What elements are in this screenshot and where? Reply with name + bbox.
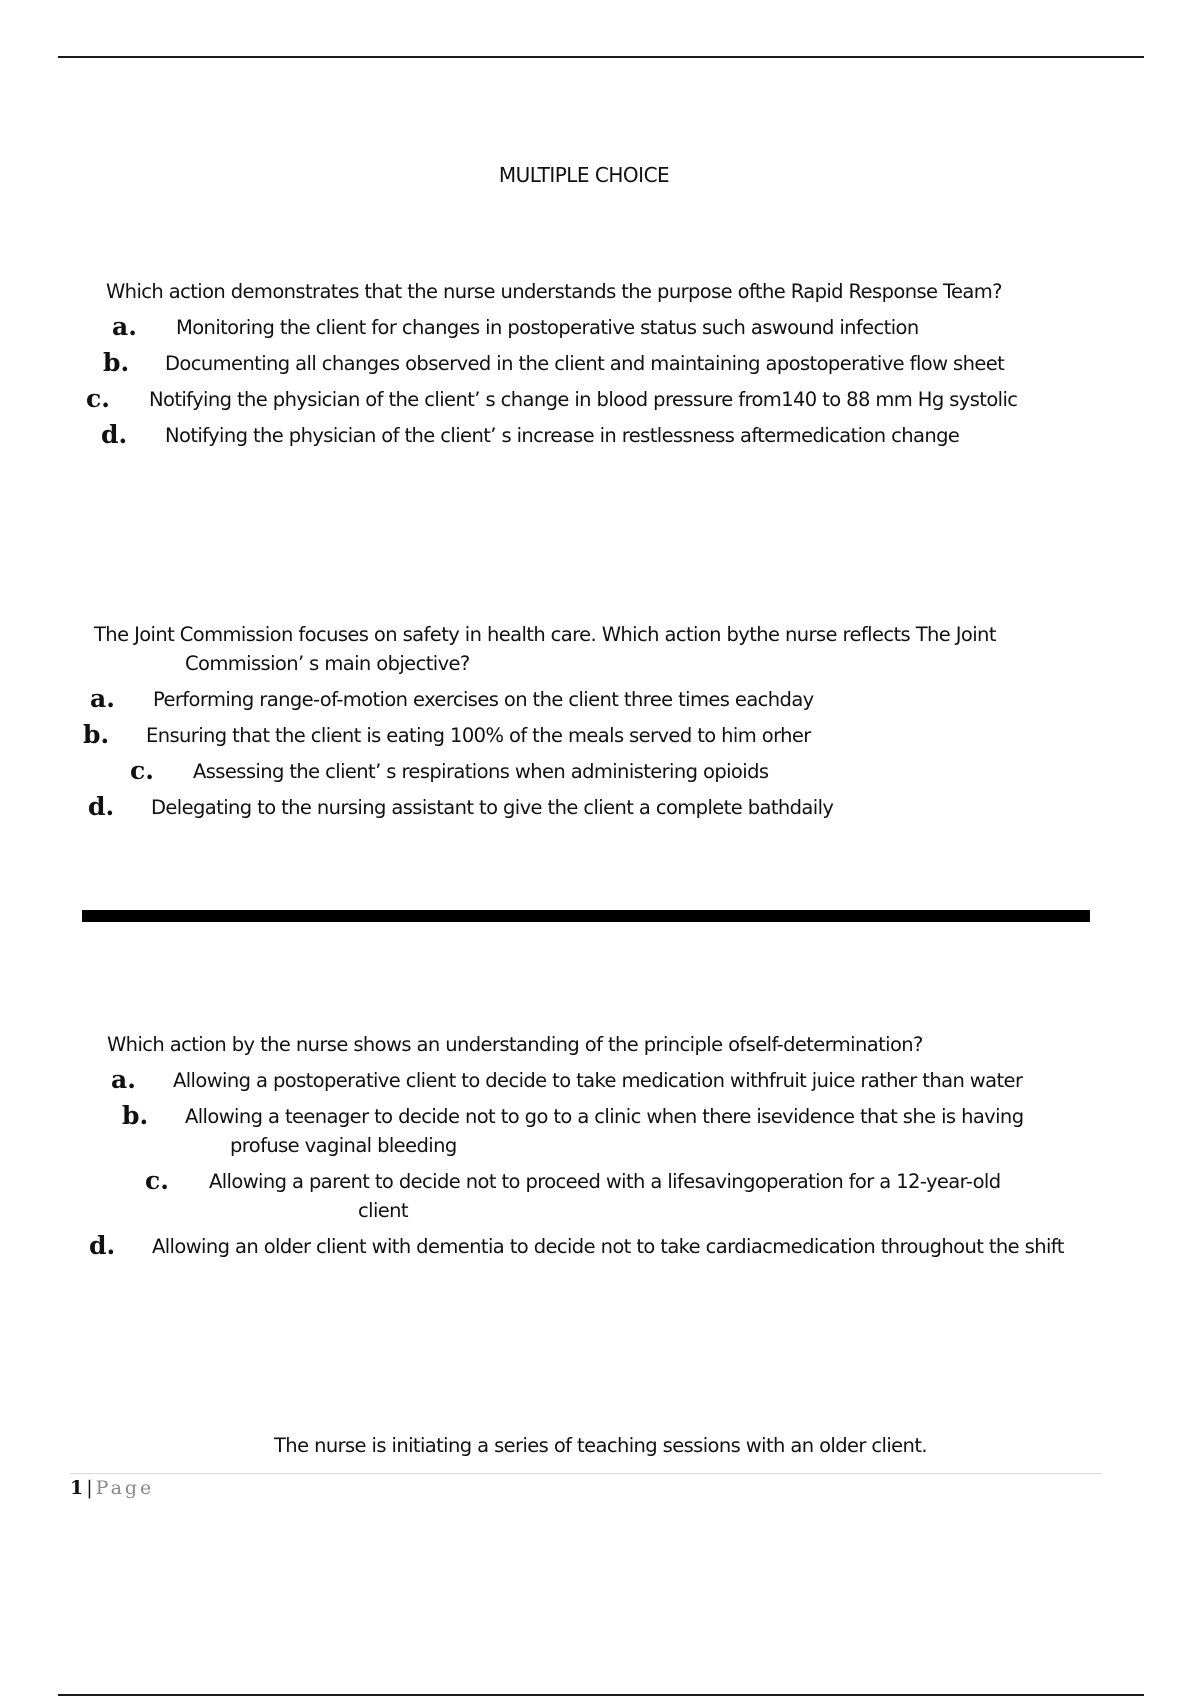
q1-option-a-letter: a. <box>112 312 137 341</box>
q2-option-b: Ensuring that the client is eating 100% of the meals served to him orher <box>146 724 811 747</box>
q2-option-b-letter: b. <box>83 720 110 749</box>
q1-option-c-letter: c. <box>86 384 110 413</box>
q3-option-a-letter: a. <box>111 1065 136 1094</box>
q2-option-d: Delegating to the nursing assistant to give the client a complete bathdaily <box>151 796 834 819</box>
q1-option-d: Notifying the physician of the client’ s increase in restlessness aftermedication change <box>165 424 960 447</box>
top-rule <box>58 56 1144 58</box>
section-divider <box>82 910 1090 922</box>
q1-option-b-letter: b. <box>103 348 130 377</box>
q1-option-b: Documenting all changes observed in the client and maintaining apostoperative flow sheet <box>165 352 1005 375</box>
q1-option-d-letter: d. <box>101 420 128 449</box>
footer-separator: | <box>86 1477 93 1499</box>
q1-option-a: Monitoring the client for changes in postoperative status such aswound infection <box>176 316 919 339</box>
q3-option-d: Allowing an older client with dementia to decide not to take cardiacmedication throughout the shift <box>152 1235 1064 1258</box>
q1-option-c: Notifying the physician of the client’ s change in blood pressure from140 to 88 mm Hg systolic <box>149 388 1018 411</box>
q3-option-c-letter: c. <box>145 1166 169 1195</box>
q2-option-c: Assessing the client’ s respirations when administering opioids <box>193 760 769 783</box>
q2-option-a-letter: a. <box>90 684 115 713</box>
question-3-stem: Which action by the nurse shows an understanding of the principle ofself-determination? <box>107 1033 923 1056</box>
question-2-stem-continued: Commission’ s main objective? <box>185 652 470 675</box>
question-2-stem: The Joint Commission focuses on safety in health care. Which action bythe nurse reflects The Joint <box>94 623 996 646</box>
q3-option-a: Allowing a postoperative client to decide to take medication withfruit juice rather than water <box>173 1069 1023 1092</box>
page-title: MULTIPLE CHOICE <box>498 163 670 187</box>
q2-option-a: Performing range-of-motion exercises on the client three times eachday <box>153 688 814 711</box>
page-label: Page <box>95 1477 155 1499</box>
q3-option-b: Allowing a teenager to decide not to go to a clinic when there isevidence that she is having <box>185 1105 1024 1128</box>
q3-option-b-continued: profuse vaginal bleeding <box>230 1134 457 1157</box>
page-footer <box>70 1477 154 1499</box>
footer-rule <box>70 1473 1102 1474</box>
q3-option-c-continued: client <box>358 1199 408 1222</box>
bottom-rule <box>58 1694 1144 1696</box>
q3-option-d-letter: d. <box>89 1231 116 1260</box>
question-4-stem: The nurse is initiating a series of teaching sessions with an older client. <box>274 1434 927 1457</box>
page-number: 1 <box>70 1477 84 1499</box>
q2-option-c-letter: c. <box>130 756 154 785</box>
q3-option-c: Allowing a parent to decide not to proceed with a lifesavingoperation for a 12-year-old <box>209 1170 1001 1193</box>
question-1-stem: Which action demonstrates that the nurse understands the purpose ofthe Rapid Response Team? <box>106 280 1002 303</box>
q2-option-d-letter: d. <box>88 792 115 821</box>
q3-option-b-letter: b. <box>122 1101 149 1130</box>
